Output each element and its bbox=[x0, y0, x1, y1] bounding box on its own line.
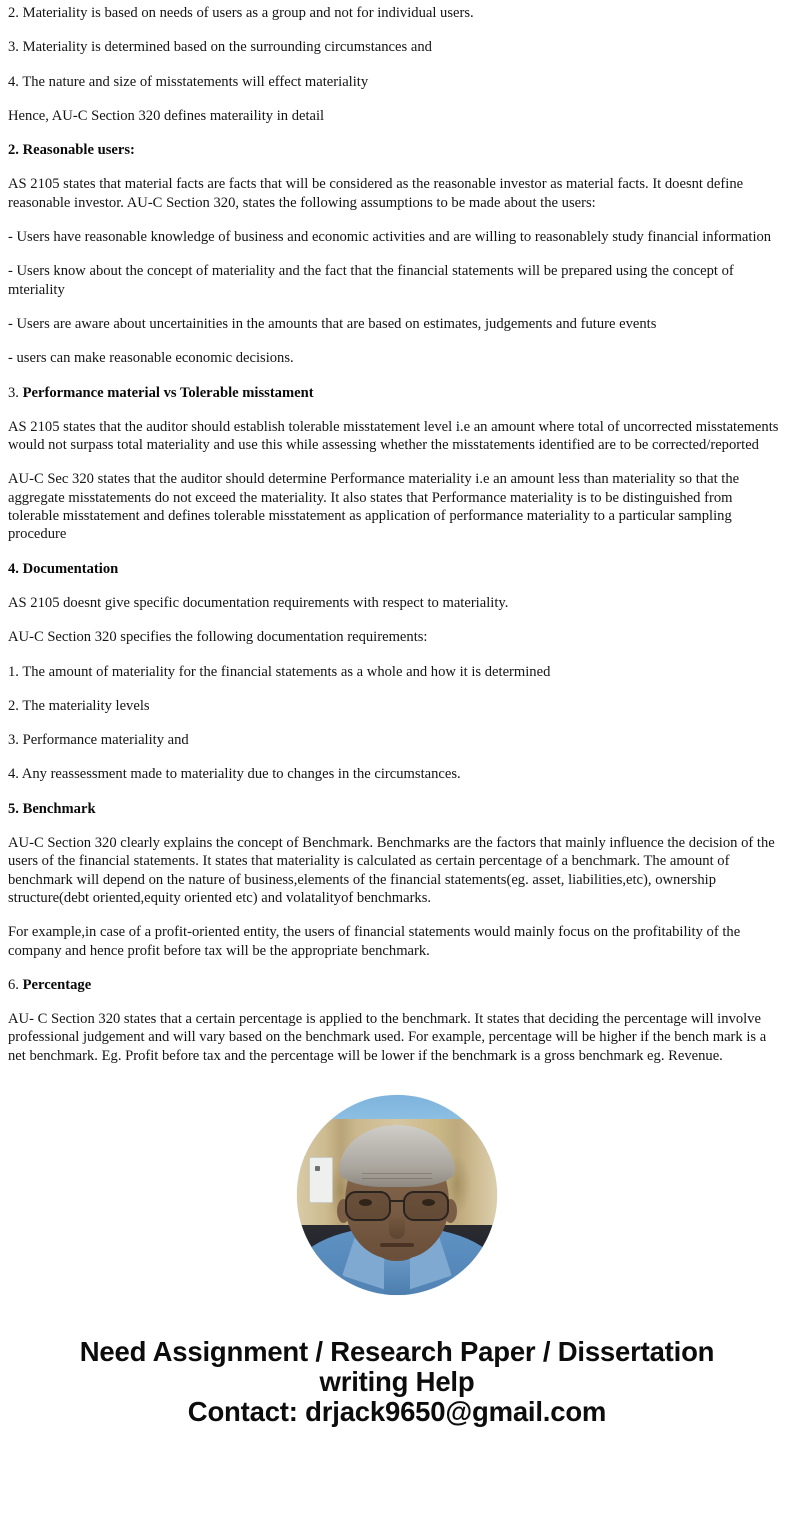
photo-lens-left bbox=[345, 1191, 391, 1221]
benchmark-explanation: AU-C Section 320 clearly explains the concept of Benchmark. Benchmarks are the factors that mainly influence the decision of the users of the financial statements. It states that materiality is calculated as certain percentage of a benchmark. The amount of benchmark will depend on the nature of business,elements of the financial statements(eg. asset, liabilities,etc), ownership structure(debt oriented,equity oriented etc) and volatalityof benchmarks. bbox=[8, 835, 775, 906]
documentation-req-3: 3. Performance materiality and bbox=[8, 732, 189, 749]
section-3-heading-number: 3. bbox=[8, 384, 23, 401]
section-3-heading-title: Performance material vs Tolerable misstament bbox=[22, 384, 314, 401]
materiality-point-4: 4. The nature and size of misstatements will effect materiality bbox=[8, 73, 369, 90]
portrait-container bbox=[8, 1095, 786, 1295]
photo-wall-switch bbox=[309, 1157, 333, 1203]
documentation-as2105: AS 2105 doesnt give specific documentation requirements with respect to materiality. bbox=[8, 594, 509, 611]
photo-mouth bbox=[380, 1243, 414, 1247]
footer-advert bbox=[8, 1337, 786, 1455]
documentation-req-2: 2. The materiality levels bbox=[8, 697, 150, 714]
documentation-req-4: 4. Any reassessment made to materiality due to changes in the circumstances. bbox=[8, 766, 461, 783]
profile-photo bbox=[297, 1095, 497, 1295]
user-assumption-1: - Users have reasonable knowledge of business and economic activities and are willing to reasonablely study financial information bbox=[8, 229, 772, 246]
materiality-point-3: 3. Materiality is determined based on the surrounding circumstances and bbox=[8, 39, 432, 56]
section-6-heading bbox=[8, 976, 786, 994]
photo-forehead bbox=[362, 1171, 432, 1183]
section-3-heading bbox=[8, 384, 786, 402]
tolerable-misstatement-auc320: AU-C Sec 320 states that the auditor should determine Performance materiality i.e an amount less than materiality so that the aggregate misstatements do not exceed the materiality. It also states that Performance materiality is to be distinguished from tolerable misstatement and defines tolerable misstatement as application of performance materiality to a particular sampling procedure bbox=[8, 471, 740, 543]
section-6-heading-number: 6. bbox=[8, 976, 23, 993]
footer-line-2: writing Help bbox=[319, 1365, 475, 1397]
photo-tie bbox=[384, 1255, 410, 1295]
photo-lens-bridge bbox=[390, 1200, 404, 1202]
documentation-req-1: 1. The amount of materiality for the financial statements as a whole and how it is determined bbox=[8, 663, 551, 680]
section-4-heading: 4. Documentation bbox=[8, 560, 119, 577]
document-body bbox=[8, 4, 786, 1065]
percentage-explanation: AU- C Section 320 states that a certain percentage is applied to the benchmark. It states that deciding the percentage will involve professional judgement and will vary based on the benchmark used. For example, percentage will be higher if the bench mark is a net benchmark. Eg. Profit before tax and the percentage will be lower if the benchmark is a gross benchmark eg. Revenue. bbox=[8, 1011, 767, 1064]
photo-nose bbox=[389, 1215, 405, 1239]
footer-contact-line: Contact: drjack9650@gmail.com bbox=[187, 1395, 607, 1427]
materiality-conclusion: Hence, AU-C Section 320 defines materaility in detail bbox=[8, 107, 325, 124]
user-assumption-2: - Users know about the concept of materiality and the fact that the financial statements will be prepared using the concept of mteriality bbox=[8, 263, 734, 298]
benchmark-example: For example,in case of a profit-oriented entity, the users of financial statements would mainly focus on the profitability of the company and hence profit before tax will be the appropriate benchmark. bbox=[8, 924, 741, 959]
documentation-auc320-intro: AU-C Section 320 specifies the following documentation requirements: bbox=[8, 629, 428, 646]
glasses-icon bbox=[343, 1191, 451, 1217]
reasonable-users-intro: AS 2105 states that material facts are facts that will be considered as the reasonable investor as material facts. It doesnt define reasonable investor. AU-C Section 320, states the following assumptions to be made about the users: bbox=[8, 176, 744, 211]
materiality-point-2: 2. Materiality is based on needs of users as a group and not for individual users. bbox=[8, 5, 474, 21]
photo-lens-right bbox=[403, 1191, 449, 1221]
section-6-heading-title: Percentage bbox=[22, 976, 92, 993]
tolerable-misstatement-as2105: AS 2105 states that the auditor should establish tolerable misstatement level i.e an amount where total of uncorrected misstatements would not surpass total materiality and use this while assessing whether the misstatements identified are to be corrected/reported bbox=[8, 418, 779, 454]
user-assumption-3: - Users are aware about uncertainities in the amounts that are based on estimates, judgements and future events bbox=[8, 315, 657, 332]
section-5-heading: 5. Benchmark bbox=[8, 800, 96, 817]
footer-line-1: Need Assignment / Research Paper / Dissertation bbox=[79, 1335, 715, 1367]
user-assumption-4: - users can make reasonable economic decisions. bbox=[8, 350, 294, 367]
section-2-heading: 2. Reasonable users: bbox=[8, 142, 135, 159]
